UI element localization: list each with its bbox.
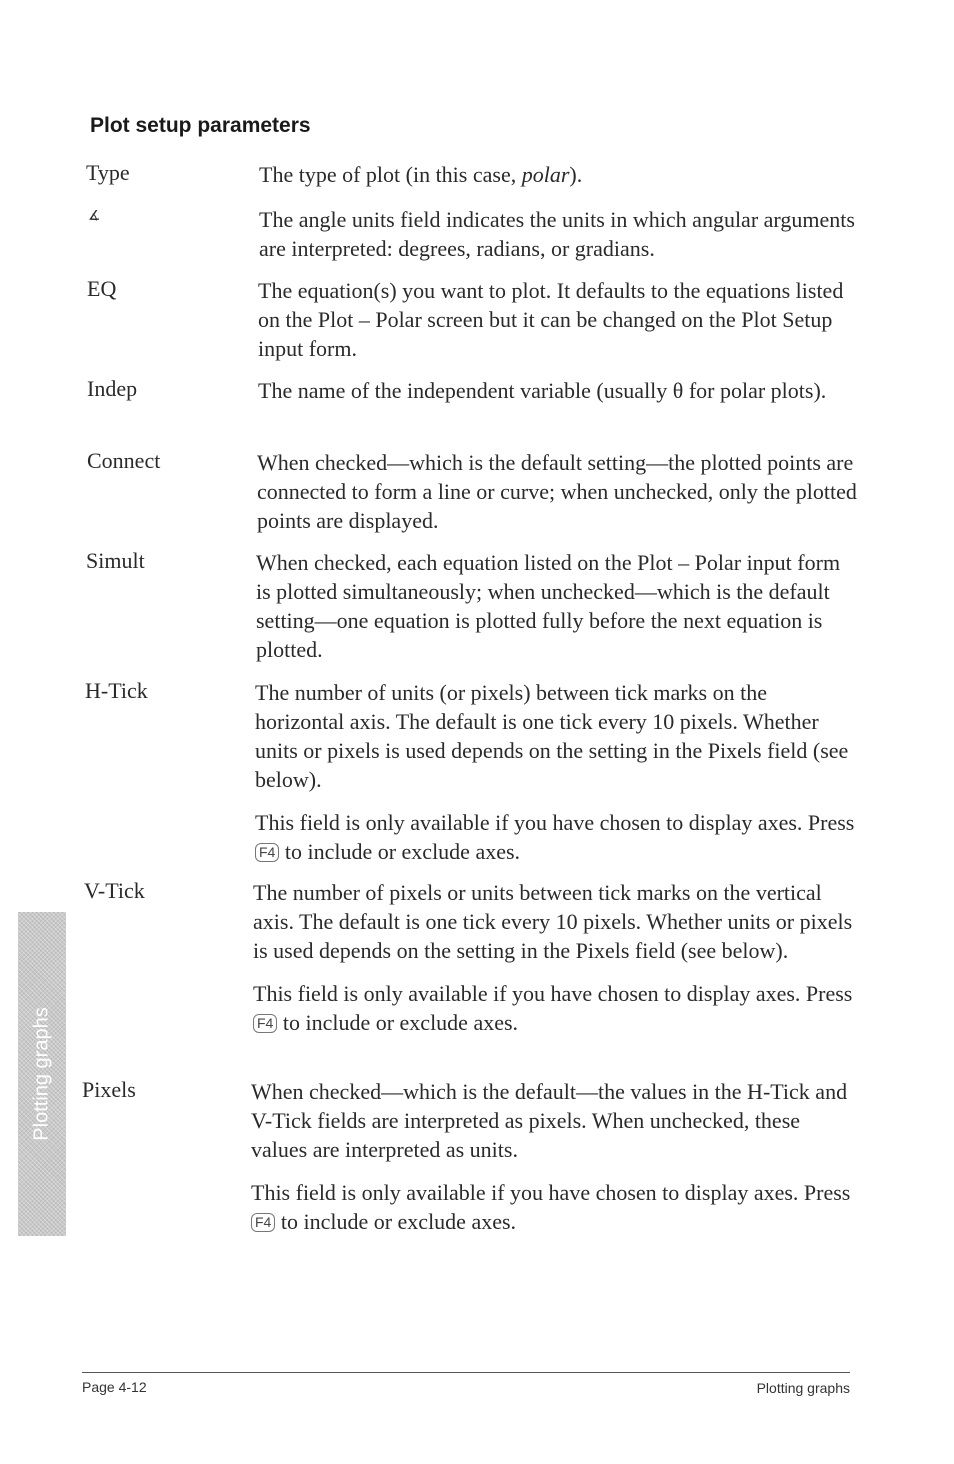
desc-pixels-text: When checked—which is the default—the values in the H-Tick and V-Tick fields are interpreted as pixels. When unchecked, these values are interpreted as units. bbox=[251, 1079, 848, 1162]
desc-connect-text: When checked—which is the default setting—the plotted points are connected to form a line or curve; when unchecked, only the plotted points are displayed. bbox=[257, 450, 857, 533]
term-pixels: Pixels bbox=[82, 1077, 136, 1102]
desc-v-tick-text: The number of pixels or units between tick marks on the vertical axis. The default is one tick every 10 pixels. Whether units or pixels is used depends on the setting in the Pixels field (see below). bbox=[253, 880, 853, 963]
desc-simult-text: When checked, each equation listed on the Plot – Polar input form is plotted simultaneously; when unchecked—which is the default setting—one equation is plotted fully before the next equation is plotted. bbox=[256, 550, 841, 662]
f4-key-icon: F4 bbox=[255, 843, 279, 862]
section-heading: Plot setup parameters bbox=[90, 114, 311, 137]
footer-page-number: Page 4-12 bbox=[82, 1379, 147, 1395]
desc-type-emphasis: polar bbox=[521, 162, 570, 187]
note-text-a: This field is only available if you have chosen to display axes. Press bbox=[253, 981, 853, 1006]
desc-v-tick-note bbox=[253, 979, 853, 1037]
desc-connect bbox=[257, 448, 857, 535]
f4-key-icon: F4 bbox=[253, 1014, 277, 1033]
term-indep: Indep bbox=[87, 376, 138, 401]
note-text-a: This field is only available if you have chosen to display axes. Press bbox=[255, 810, 855, 835]
desc-indep-text: The name of the independent variable (usually θ for polar plots). bbox=[258, 378, 827, 403]
desc-type-text-b: ). bbox=[569, 162, 583, 187]
f4-key-icon: F4 bbox=[251, 1213, 275, 1232]
desc-eq bbox=[258, 276, 858, 363]
desc-indep bbox=[258, 376, 858, 405]
term-eq: EQ bbox=[87, 276, 117, 301]
desc-pixels bbox=[251, 1077, 851, 1236]
desc-h-tick-text: The number of units (or pixels) between tick marks on the horizontal axis. The default is one tick every 10 pixels. Whether units or pixels is used depends on the setting in the Pixels field (see below). bbox=[255, 680, 849, 792]
term-connect: Connect bbox=[87, 448, 161, 473]
chapter-side-tab bbox=[18, 912, 66, 1236]
note-text-a: This field is only available if you have chosen to display axes. Press bbox=[251, 1180, 851, 1205]
desc-angle-text: The angle units field indicates the units in which angular arguments are interpreted: degrees, radians, or gradians. bbox=[259, 207, 855, 261]
desc-type-text-a: The type of plot (in this case, bbox=[259, 162, 522, 187]
note-text-b: to include or exclude axes. bbox=[275, 1209, 517, 1234]
term-h-tick: H-Tick bbox=[85, 678, 148, 703]
desc-eq-text: The equation(s) you want to plot. It defaults to the equations listed on the Plot – Polar screen but it can be changed on the Plot Setup input form. bbox=[258, 278, 844, 361]
term-type: Type bbox=[86, 160, 130, 185]
term-simult: Simult bbox=[86, 548, 145, 573]
chapter-side-tab-label: Plotting graphs bbox=[30, 1007, 53, 1141]
footer-divider bbox=[82, 1372, 850, 1373]
desc-type bbox=[259, 160, 859, 189]
desc-angle bbox=[259, 205, 859, 263]
footer-section-title: Plotting graphs bbox=[756, 1380, 850, 1396]
angle-icon: ∡ bbox=[88, 209, 100, 224]
desc-h-tick-note bbox=[255, 808, 855, 866]
note-text-b: to include or exclude axes. bbox=[279, 839, 521, 864]
desc-h-tick bbox=[255, 678, 855, 866]
note-text-b: to include or exclude axes. bbox=[277, 1010, 519, 1035]
desc-pixels-note bbox=[251, 1178, 851, 1236]
desc-v-tick bbox=[253, 878, 853, 1037]
term-v-tick: V-Tick bbox=[84, 878, 145, 903]
desc-simult bbox=[256, 548, 856, 664]
